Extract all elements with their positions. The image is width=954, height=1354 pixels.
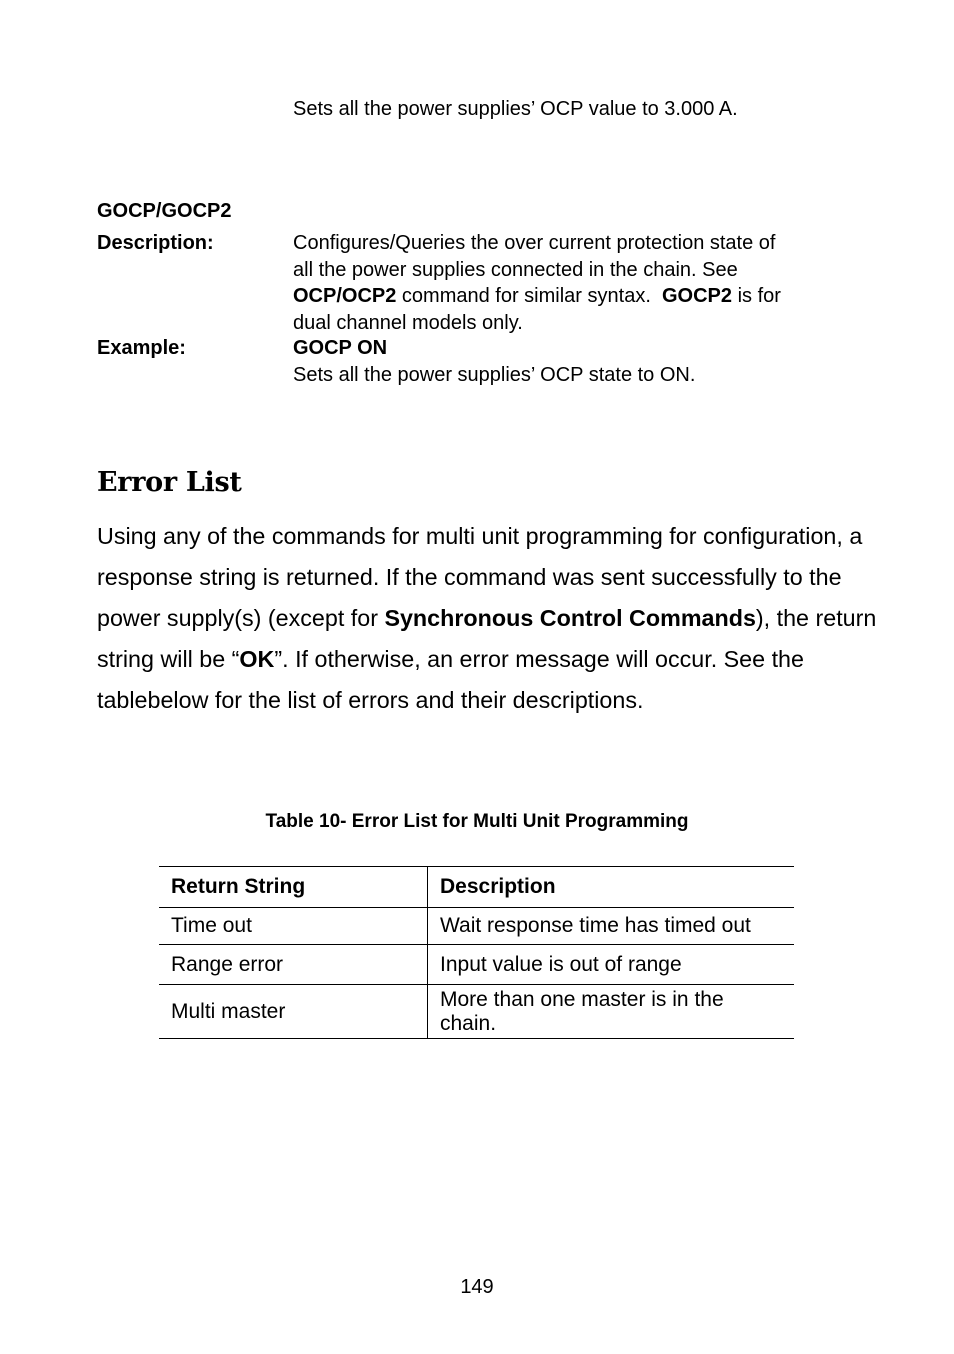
section-heading: Error List [97,467,242,498]
description-line-4: dual channel models only. [293,311,523,334]
description-line-3-end: is for [732,285,781,307]
table-header-row [159,867,794,908]
return-string-cell: Multi master [159,985,428,1039]
example-label: Example: [97,337,186,359]
description-cell: More than one master is in the chain. [428,985,795,1039]
description-line-2: all the power supplies connected in the chain. See [293,258,738,281]
description-cell: Input value is out of range [428,945,795,985]
paragraph-text-1: Using any of the commands for multi unit programming for configuration, a response string is returned. If the command was sent successfully to the power supply(s) (except for [97,523,863,631]
ok-string: OK [239,646,275,672]
section-paragraph [97,516,877,721]
table-row [159,945,794,985]
previous-example-note: Sets all the power supplies’ OCP value to 3.000 A. [293,98,738,120]
table-caption: Table 10- Error List for Multi Unit Programming [265,811,689,832]
paragraph-text-2: ), the return string will be “ [97,605,877,672]
example-command: GOCP ON [293,337,388,359]
description-line-3 [293,283,873,310]
description-label: Description: [97,232,214,254]
table-row [159,908,794,945]
description-line-3-text: command for similar syntax. [396,285,662,307]
paragraph-text-3: ”. If otherwise, an error message will occur. See the tablebelow for the list of errors and their descriptions. [97,646,804,713]
page-number: 149 [460,1276,494,1298]
gocp2-ref: GOCP2 [661,285,733,307]
return-string-cell: Range error [159,945,428,985]
command-title: GOCP/GOCP2 [97,200,232,222]
error-list-table [159,866,794,1039]
header-return-string: Return String [159,867,428,908]
example-description: Sets all the power supplies’ OCP state to ON. [293,364,696,386]
ocp-command-ref: OCP/OCP2 [293,285,397,307]
return-string-cell: Time out [159,908,428,945]
description-cell: Wait response time has timed out [428,908,795,945]
table-row [159,985,794,1039]
description-line-1: Configures/Queries the over current protection state of [293,232,776,254]
header-description: Description [428,867,795,908]
description-text [293,230,873,336]
synchronous-commands-ref: Synchronous Control Commands [384,605,756,631]
